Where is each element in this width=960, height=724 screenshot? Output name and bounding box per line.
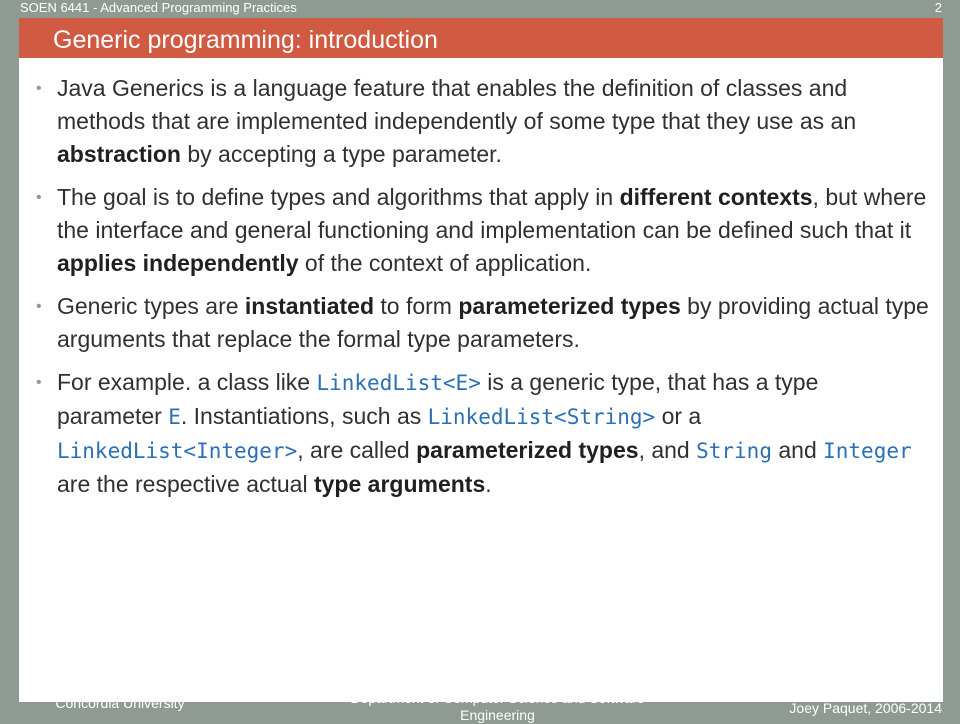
code-text: String xyxy=(696,439,772,463)
code-text: LinkedList<E> xyxy=(316,371,481,395)
bullet-text: Java Generics is a language feature that enables the definition of classes and methods that are implemented independently of some type that they use as an xyxy=(57,75,857,134)
bullet-text: to form xyxy=(374,293,459,319)
footer-university: Concordia University xyxy=(55,695,185,711)
bullet-text: For example. a class like xyxy=(57,369,317,395)
bullet-text: The goal is to define types and algorithms that apply in xyxy=(57,184,620,210)
bullet-item xyxy=(34,366,929,501)
bullet-text: , but where the interface and general functioning and implementation can be defined such that it xyxy=(57,184,927,243)
bullet-text: . xyxy=(485,471,492,497)
bullet-item xyxy=(34,290,929,356)
bold-text: instantiated xyxy=(244,293,374,319)
bullet-text: are the respective actual xyxy=(57,471,314,497)
slide-content xyxy=(19,58,943,702)
bullet-item xyxy=(34,72,929,171)
course-header: SOEN 6441 - Advanced Programming Practices xyxy=(20,0,297,15)
title-bar xyxy=(19,18,943,58)
code-text: E xyxy=(168,405,181,429)
bullet-text: by accepting a type parameter. xyxy=(180,141,502,167)
bold-text: abstraction xyxy=(57,141,181,167)
bold-text: parameterized types xyxy=(458,293,681,319)
bold-text: applies independently xyxy=(57,250,299,276)
bullet-text: or a xyxy=(655,403,702,429)
bullet-text: . Instantiations, such as xyxy=(180,403,428,429)
bullet-dot-icon: • xyxy=(36,189,42,206)
bold-text: different contexts xyxy=(619,184,813,210)
bullet-text: of the context of application. xyxy=(298,250,592,276)
bullet-text: Generic types are xyxy=(57,293,245,319)
bullet-dot-icon: • xyxy=(36,298,42,315)
code-text: LinkedList<String> xyxy=(427,405,656,429)
page-number: 2 xyxy=(934,0,942,15)
footer-author: Joey Paquet, 2006-2014 xyxy=(789,700,942,716)
bold-text: parameterized types xyxy=(416,437,639,463)
bullet-text: is a generic type, that has a type parameter xyxy=(57,369,819,429)
bullet-text: , are called xyxy=(297,437,417,463)
footer-department: Department of Computer Science and Software Engineering xyxy=(350,690,645,723)
bullet-text: , and xyxy=(638,437,697,463)
slide-title: Generic programming: introduction xyxy=(53,26,438,54)
bold-text: type arguments xyxy=(313,471,486,497)
bullet-dot-icon: • xyxy=(36,80,42,97)
bullet-text: by providing actual type arguments that replace the formal type parameters. xyxy=(57,293,929,352)
bullet-text: and xyxy=(771,437,824,463)
bullet-item xyxy=(34,181,929,280)
bullet-list xyxy=(34,72,929,511)
bullet-dot-icon: • xyxy=(36,374,42,391)
code-text: LinkedList<Integer> xyxy=(57,439,298,463)
code-text: Integer xyxy=(823,439,912,463)
